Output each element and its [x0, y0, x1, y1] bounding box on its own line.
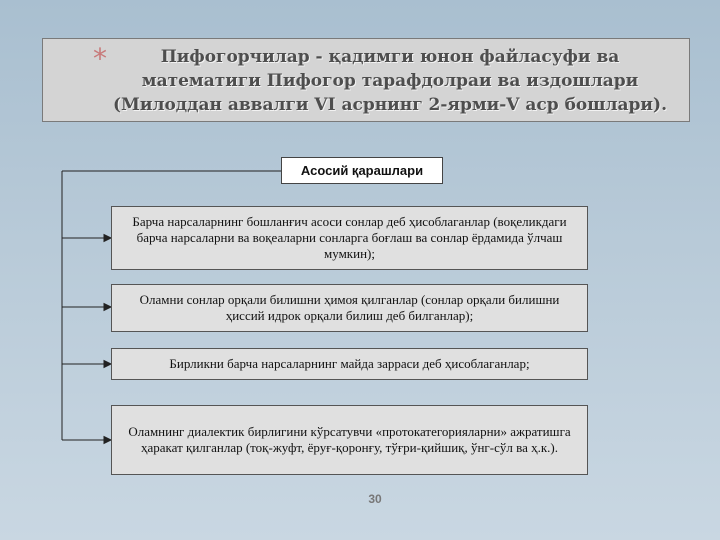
view-box-2: Оламни сонлар орқали билишни ҳимоя қилганлар (сонлар орқали билишни ҳиссий идрок орқали билиш деб билганлар);	[111, 284, 588, 332]
slide-title: Пифогорчилар - қадимги юнон файласуфи ва математиги Пифогор тарафдолраи ва издошлари (Милоддан аввалги VI асрнинг 2-ярми-V аср бошлари).	[112, 47, 667, 115]
main-concept-box: Асосий қарашлари	[281, 157, 443, 184]
bullet-icon: *	[93, 42, 107, 75]
arrow-2	[62, 304, 111, 311]
view-box-4: Оламнинг диалектик бирлигини кўрсатувчи «протокатегорияларни» ажратишга ҳаракат қилганлар (тоқ-жуфт, ёруғ-қоронғу, тўғри-қийшиқ, ўнг-сўл ва ҳ.к.).	[111, 405, 588, 475]
arrow-3	[62, 361, 111, 368]
view-box-3: Бирликни барча нарсаларнинг майда зарраси деб ҳисоблаганлар;	[111, 348, 588, 380]
view-box-1: Барча нарсаларнинг бошланғич асоси сонлар деб ҳисоблаганлар (воқеликдаги барча нарсаларни ва воқеаларни сонларга боғлаш ва сонлар ёрдамида ўлчаш мумкин);	[111, 206, 588, 270]
arrow-4	[62, 437, 111, 444]
page-number: 30	[368, 492, 382, 506]
arrow-1	[62, 235, 111, 242]
